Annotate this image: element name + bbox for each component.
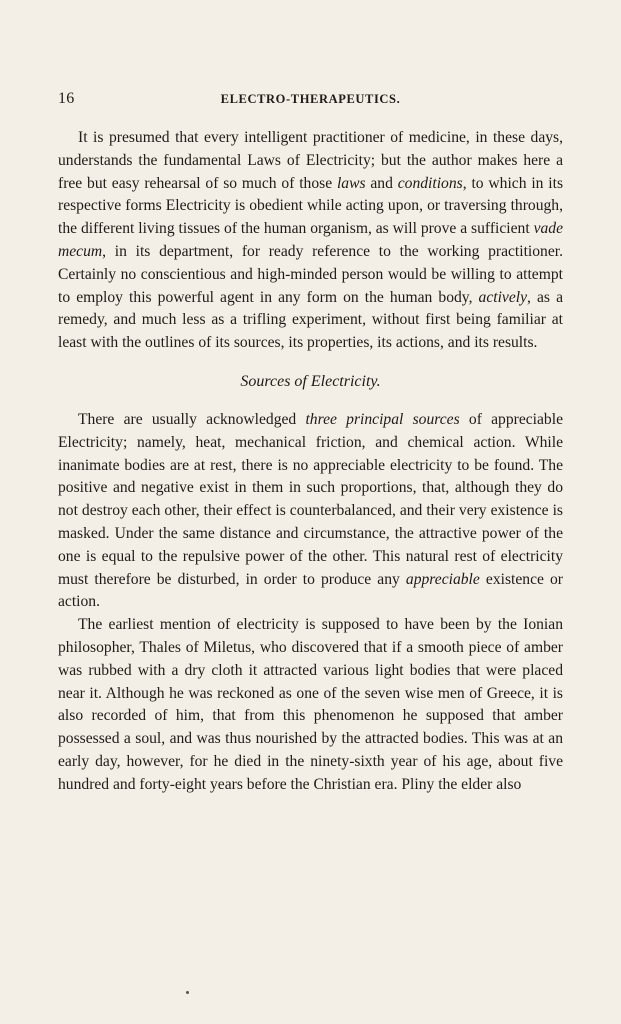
italic-run: three principal sources [305,410,460,428]
text-run: , to which in its respective forms Electricity is obedient while acting upon, or traversing through, the different living tissues of the human organism, as will prove a sufficient [58,174,564,238]
section-heading: Sources of Electricity. [240,372,381,390]
text-run: , as a remedy, and much less as a trifling experiment, without first being familiar at least with the outlines of its sources, its properties, its actions, and its results. [58,288,563,352]
italic-run: conditions [397,174,463,192]
text-run: existence or action. [58,570,563,611]
paragraph-sources [58,409,563,614]
text-run: and [365,174,398,192]
running-head [58,90,563,110]
body-text [58,127,563,797]
text-run: , in its department, for ready reference to the working practitioner. Certainly no conscientious and high-minded person would be willing to attempt to employ this powerful agent in any form on the human body, [58,242,563,306]
text-run: of appreciable Electricity; namely, heat, mechanical friction, and chemical action. While inanimate bodies are at rest, there is no appreciable electricity to be found. The positive and negative exist in them in such proportions, that, although they do not destroy each other, their effect is counterbalanced, and their very existence is masked. Under the same distance and circumstance, the attractive power of the one is equal to the repulsive power of the other. This natural rest of electricity must therefore be disturbed, in order to produce any [58,410,563,588]
paragraph-intro [58,127,563,355]
italic-run: vade mecum [58,220,563,260]
paragraph-history: The earliest mention of electricity is supposed to have been by the Ionian philosopher, Thales of Miletus, who discovered that if a smooth piece of amber was rubbed with a dry cloth it attracted various light bodies that were placed near it. Although he was reckoned as one of the seven wise men of Greece, it is also recorded of him, that from this phenomenon he supposed that amber possessed a soul, and was thus nourished by the attracted bodies. This was at an early day, however, for he died in the ninety-sixth year of his age, about five hundred and forty-eight years before the Christian era. Pliny the elder also [58,616,563,793]
text-run: There are usually acknowledged [78,410,306,428]
italic-run: actively [478,288,528,306]
page-number: 16 [58,90,75,107]
running-title: ELECTRO-THERAPEUTICS. [220,92,401,106]
italic-run: appreciable [405,570,480,588]
text-run: It is presumed that every intelligent practitioner of medicine, in these days, understands the fundamental Laws of Electricity; but the author makes here a free but easy rehearsal of so much of those [58,129,563,192]
italic-run: laws [336,174,366,192]
stray-ink-mark [186,991,189,994]
